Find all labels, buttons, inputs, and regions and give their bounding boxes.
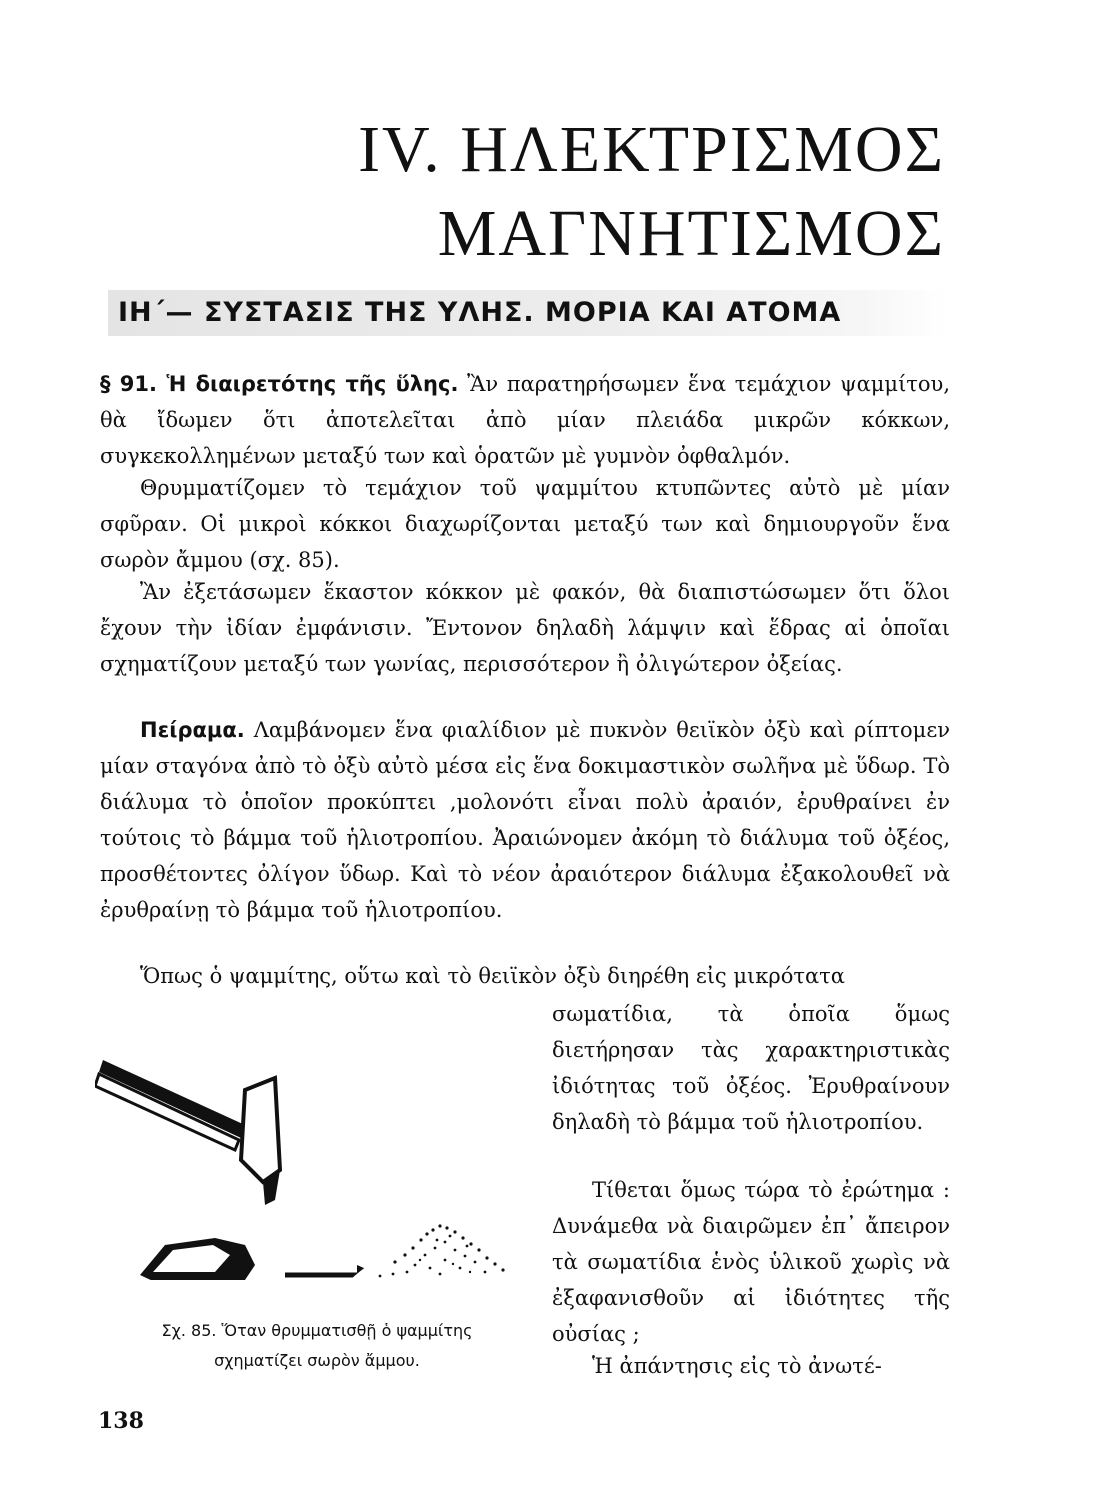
experiment-text: Λαμβάνομεν ἕνα φιαλίδιον μὲ πυκνὸν θειϊκὸν ὀξὺ καὶ ρίπτομεν μίαν σταγόνα ἀπὸ τὸ ὀξὺ αὐτὸ μέσα εἰς ἕνα δοκιμαστικὸν σωλῆνα μὲ ὕδωρ. Τὸ διάλυμα τὸ ὁποῖον προκύπτει ,μολονότι εἶναι πολὺ ἀραιόν, ἐρυθραίνει ἐν τούτοις τὸ βάμμα τοῦ ἡλιοτροπίου. Ἀραιώνομεν ἀκόμη τὸ διάλυμα τοῦ ὀξέος, προσθέτοντες ὀλίγον ὕδωρ. Καὶ τὸ νέον ἀραιότερον διάλυμα ἐξακολουθεῖ νὰ ἐρυθραίνῃ τὸ βάμμα τοῦ ἡλιοτροπίου. xyxy=(100,718,950,922)
paragraph-experiment xyxy=(100,712,950,928)
page-title-line1: IV. ΗΛΕΚΤΡΙΣΜΟΣ xyxy=(358,113,945,186)
paragraph-conclusion-rest: σωματίδια, τὰ ὁποῖα ὅμως διετήρησαν τὰς χαρακτηριστικὰς ἰδιότητας τοῦ ὀξέος. Ἐρυθραίνουν δηλαδὴ τὸ βάμμα τοῦ ἡλιοτροπίου. xyxy=(552,1002,950,1134)
figure-85 xyxy=(95,1050,535,1280)
figure-caption-line1: Σχ. 85. Ὅταν θρυμματισθῇ ὁ ψαμμίτης xyxy=(161,1321,473,1340)
chapter-heading: ΙΗ΄— ΣΥΣΤΑΣΙΣ ΤΗΣ ΥΛΗΣ. ΜΟΡΙΑ ΚΑΙ ΑΤΟΜΑ xyxy=(108,290,946,336)
paragraph-text: Ἂν παρατηρήσωμεν ἕνα τεμάχιον ψαμμίτου, θὰ ἴδωμεν ὅτι ἀποτελεῖται ἀπὸ μίαν πλειάδα μικρῶν κόκκων, συγκεκολλημένων μεταξύ των καὶ ὁρατῶν μὲ γυμνὸν ὀφθαλμόν. xyxy=(100,372,951,468)
section-label: § 91. Ἡ διαιρετότης τῆς ὕλης. xyxy=(100,372,459,396)
paragraph-answer: Ἡ ἀπάντησις εἰς τὸ ἀνωτέ- xyxy=(592,1354,882,1378)
paragraph-lens: Ἂν ἐξετάσωμεν ἕκαστον κόκκον μὲ φακόν, θὰ διαπιστώσωμεν ὅτι ὅλοι ἔχουν τὴν ἰδίαν ἐμφάνισιν. Ἔντονον δηλαδὴ λάμψιν καὶ ἕδρας αἱ ὁποῖαι σχηματίζουν μεταξύ των γωνίας, περισσότερον ἢ ὀλιγώτερον ὀξείας. xyxy=(100,580,950,676)
page-title-line2: ΜΑΓΝΗΤΙΣΜΟΣ xyxy=(437,197,945,270)
figure-caption-line2: σχηματίζει σωρὸν ἄμμου. xyxy=(214,1351,420,1370)
page-title xyxy=(358,108,945,276)
experiment-label: Πείραμα. xyxy=(140,718,245,742)
paragraph-crushing: Θρυμματίζομεν τὸ τεμάχιον τοῦ ψαμμίτου κτυπῶντες αὐτὸ μὲ μίαν σφῦραν. Οἱ μικροὶ κόκκοι διαχωρίζονται μεταξύ των καὶ δημιουργοῦν ἕνα σωρὸν ἄμμου (σχ. 85). xyxy=(100,476,950,572)
page-number: 138 xyxy=(98,1408,144,1434)
paragraph-question: Τίθεται ὅμως τώρα τὸ ἐρώτημα : Δυνάμεθα νὰ διαιρῶμεν ἐπ᾽ ἄπειρον τὰ σωματίδια ἑνὸς ὑλικοῦ χωρὶς νὰ ἐξαφανισθοῦν αἱ ἰδιότητες τῆς οὐσίας ; xyxy=(552,1178,950,1346)
hammer-rock-sand-illustration-icon xyxy=(95,1050,535,1280)
paragraph-conclusion-line: Ὅπως ὁ ψαμμίτης, οὕτω καὶ τὸ θειϊκὸν ὀξὺ διηρέθη εἰς μικρότατα xyxy=(140,964,845,988)
paragraph-section-91 xyxy=(100,366,950,474)
figure-caption xyxy=(102,1316,532,1376)
